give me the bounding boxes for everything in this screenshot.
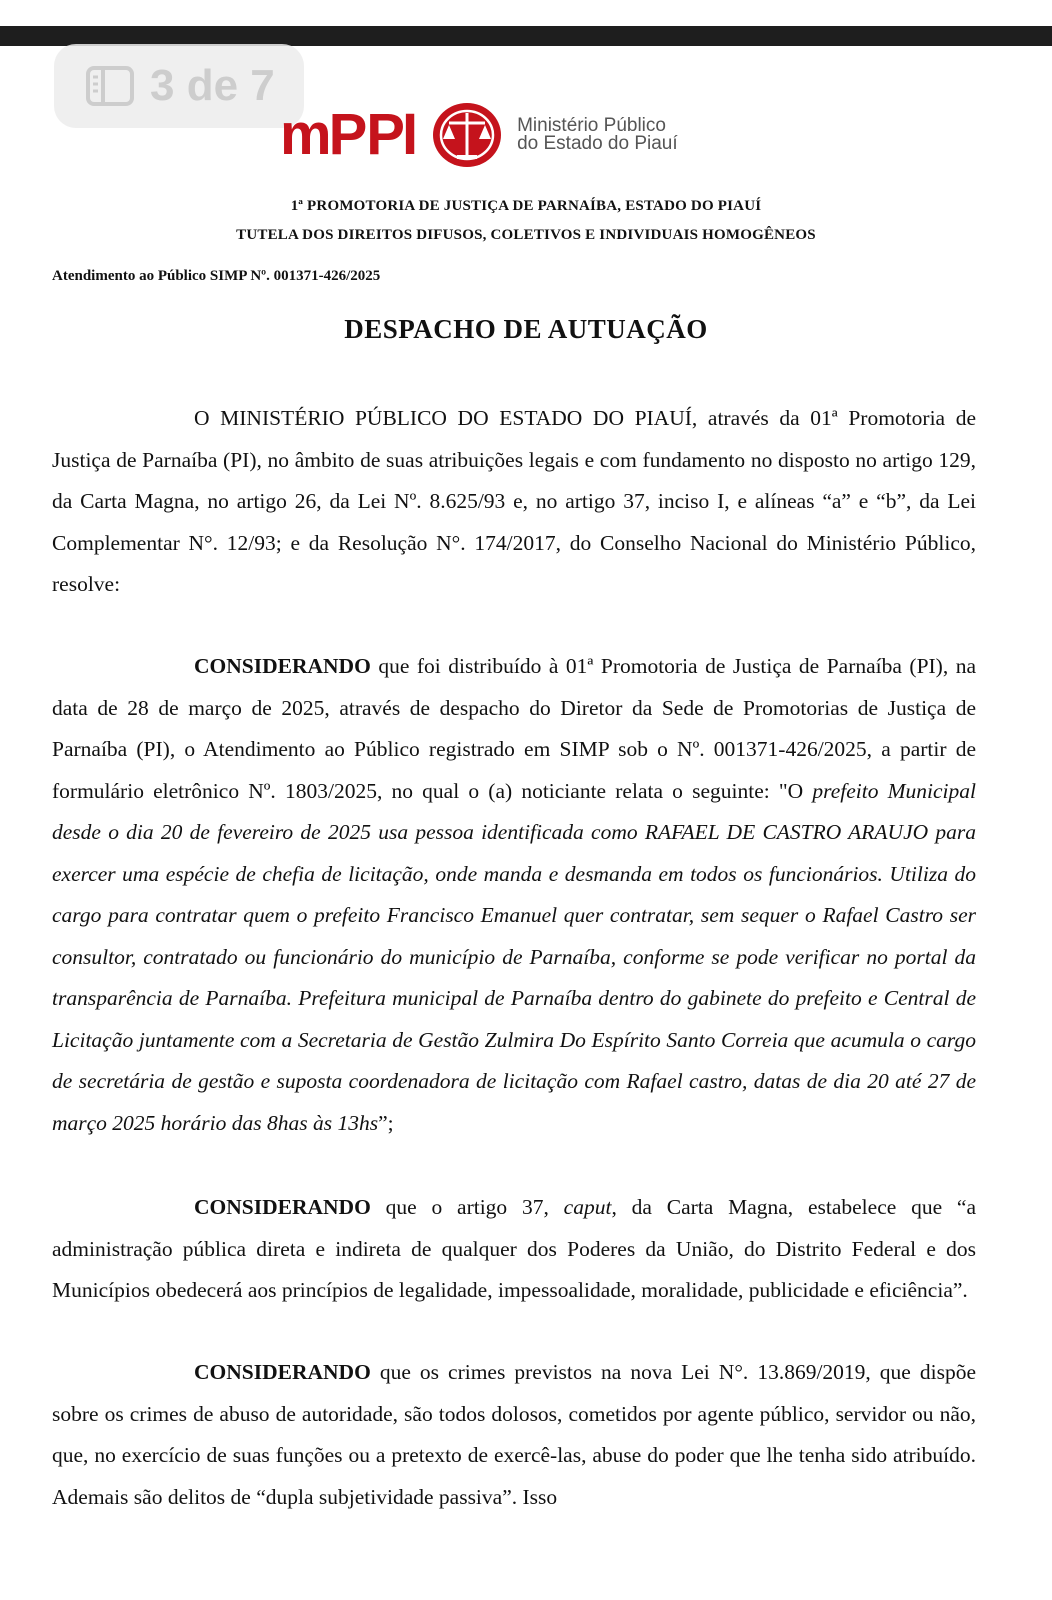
considerando-1-text: que foi distribuído à 01ª Promotoria de Justiça de Parnaíba (PI), na data de 28 de março de 2025, através de despacho do Diretor da Sede de Promotorias de Justiça de Parnaíba (PI), o Atendimento ao Público registrado em SIMP sob o Nº. 001371-426/2025, a partir de formulário eletrônico Nº. 1803/2025, no qual o (a) noticiante relata o seguinte: "O — [52, 654, 977, 803]
page-indicator[interactable] — [54, 44, 304, 128]
logo-wordmark — [280, 102, 416, 167]
considerando-label: CONSIDERANDO — [194, 654, 371, 678]
paragraph-considerando-1 — [52, 646, 976, 1144]
justice-seal-icon — [431, 101, 503, 169]
promotoria-heading: 1ª PROMOTORIA DE JUSTIÇA DE PARNAÍBA, ESTADO DO PIAUÍ — [290, 198, 762, 214]
considerando-label: CONSIDERANDO — [194, 1195, 371, 1219]
considerando-label: CONSIDERANDO — [194, 1360, 371, 1384]
page-count: 3 de 7 — [150, 61, 275, 110]
intro-text: O MINISTÉRIO PÚBLICO DO ESTADO DO PIAUÍ, através da 01ª Promotoria de Justiça de Parnaíba (PI), no âmbito de suas atribuições legais e com fundamento no disposto no artigo 129, da Carta Magna, no artigo 26, da Lei Nº. 8.625/93 e, no artigo 37, inciso I, e alíneas “a” e “b”, da Lei Complementar N°. 12/93; e da Resolução N°. 174/2017, do Conselho Nacional do Ministério Público, resolve: — [52, 406, 976, 596]
document-title: DESPACHO DE AUTUAÇÃO — [344, 314, 708, 344]
complaint-quote: prefeito Municipal desde o dia 20 de fevereiro de 2025 usa pessoa identificada como RAFAEL DE CASTRO ARAUJO para exercer uma espécie de chefia de licitação, onde manda e desmanda em todos os funcionários. Utiliza do cargo para contratar quem o prefeito Francisco Emanuel quer contratar, sem sequer o Rafael Castro ser consultor, contratado ou funcionário do município de Parnaíba, conforme se pode verificar no portal da transparência de Parnaíba. Prefeitura municipal de Parnaíba dentro do gabinete do prefeito e Central de Licitação juntamente com a Secretaria de Gestão Zulmira Do Espírito Santo Correia que acumula o cargo de secretária de gestão e suposta coordenadora de licitação com Rafael castro, datas de dia 20 até 27 de março 2025 horário das 8has às 13hs — [52, 778, 976, 1135]
quote-end: ”; — [378, 1110, 394, 1135]
considerando-2-text-a: que o artigo 37, — [385, 1195, 549, 1219]
considerando-3-text: que os crimes previstos na nova Lei N°. 13.869/2019, que dispõe sobre os crimes de abuso de autoridade, são todos dolosos, cometidos por agente público, servidor ou não, que, no exercício de suas funções ou a pretexto de exercê-las, abuse do poder que lhe tenha sido atribuído. Ademais são delitos de “dupla subjetividade passiva”. Isso — [52, 1360, 976, 1509]
considerando-2-text-b: , da Carta Magna, estabelece que “a administração pública direta e indireta de qualquer dos Poderes da União, do Distrito Federal e dos Municípios obedecerá aos princípios de legalidade, impessoalidade, moralidade, publicidade e eficiência”. — [52, 1195, 977, 1302]
logo-mp: mP — [280, 102, 365, 167]
paragraph-considerando-3 — [52, 1352, 976, 1518]
organization-name — [517, 117, 678, 153]
paragraph-considerando-2 — [52, 1187, 976, 1312]
mppi-logo — [280, 100, 678, 170]
logo-pi: PI — [366, 102, 416, 167]
paragraph-intro — [52, 398, 976, 606]
sidebar-icon — [86, 66, 134, 106]
org-line-2: do Estado do Piauí — [517, 133, 678, 154]
org-line-1: Ministério Público — [517, 115, 666, 136]
caput-term: caput — [563, 1195, 612, 1219]
tutela-heading: TUTELA DOS DIREITOS DIFUSOS, COLETIVOS E INDIVIDUAIS HOMOGÊNEOS — [236, 227, 816, 243]
simp-reference: Atendimento ao Público SIMP Nº. 001371-426/2025 — [52, 268, 381, 284]
viewer-top-bar — [0, 26, 1052, 46]
